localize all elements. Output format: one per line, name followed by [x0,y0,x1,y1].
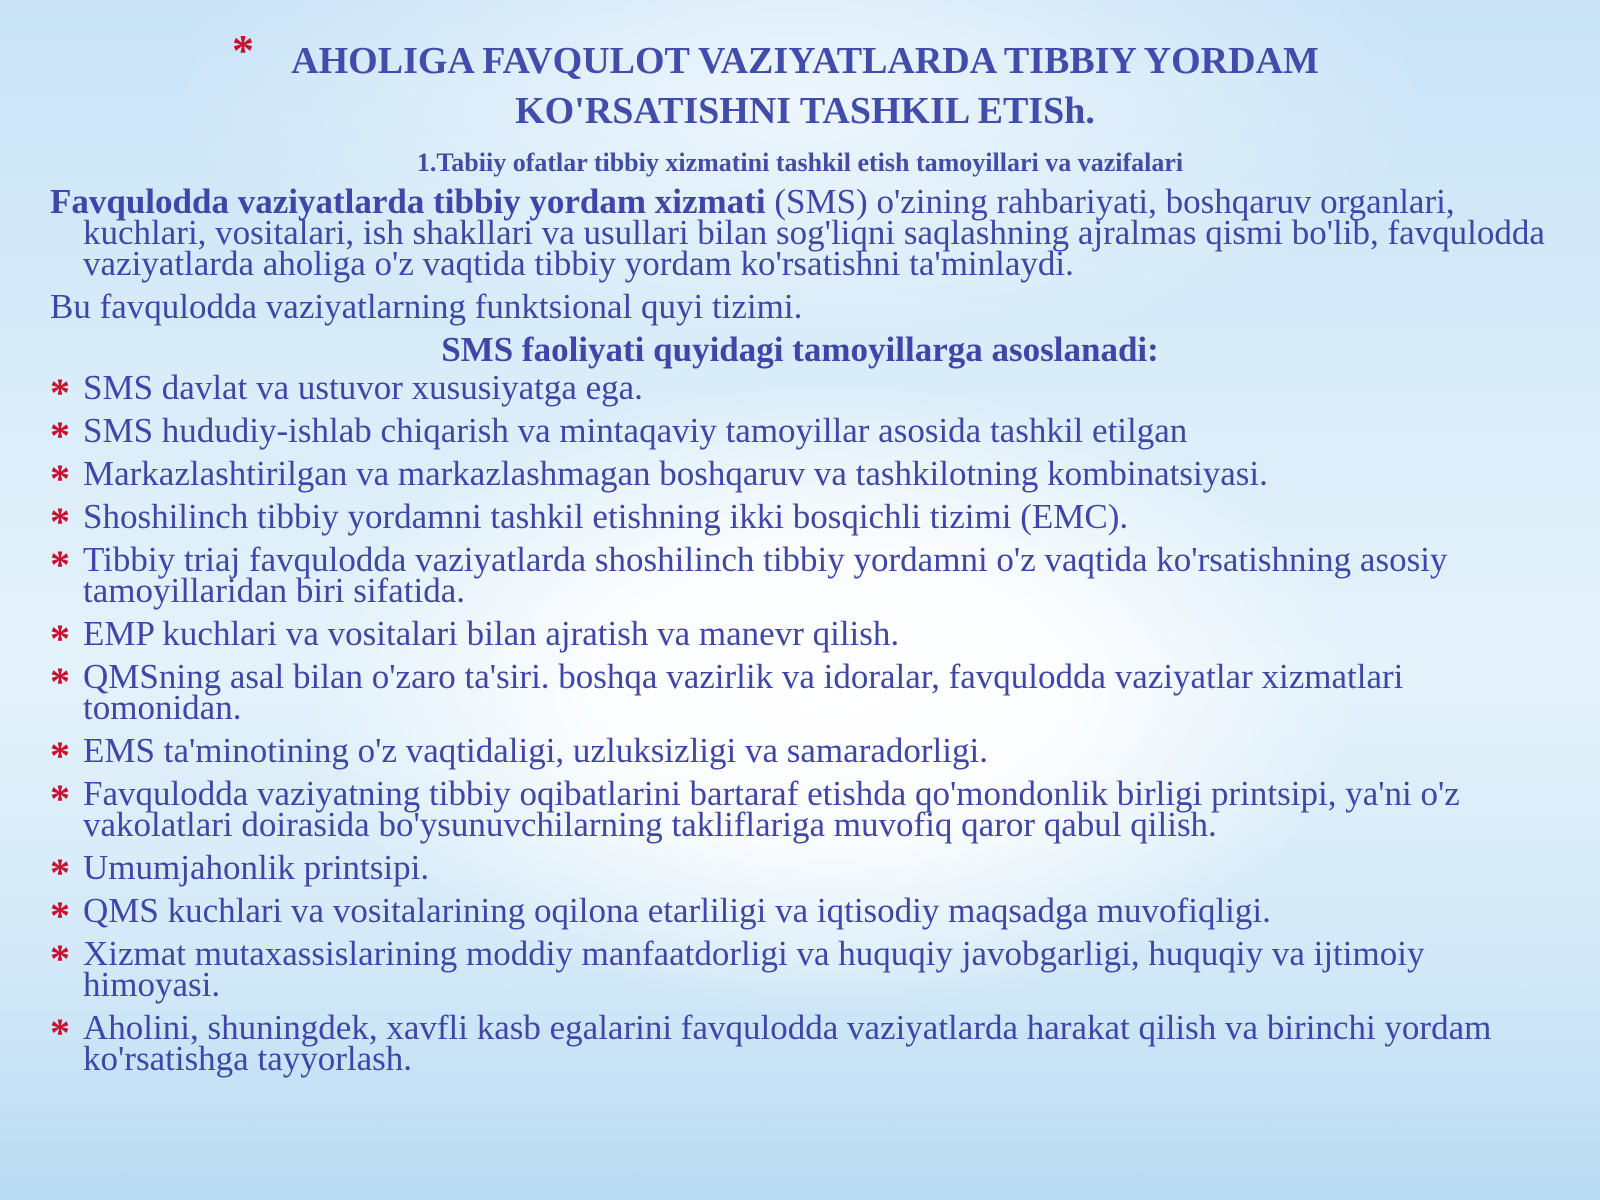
intro-paragraph [50,182,1550,283]
list-item [50,540,1550,610]
star-bullet-icon: * [50,499,70,544]
list-item [50,368,1550,415]
list-item [50,1008,1550,1078]
list-item [50,731,1550,778]
star-bullet-icon: * [50,370,70,415]
list-item [50,614,1550,661]
list-item-text: Aholini, shuningdek, xavfli kasb egalarini favqulodda vaziyatlarda harakat qilish va birinchi yordam ko'rsatishga tayyorlash. [83,1008,1492,1078]
list-item-text: QMSning asal bilan o'zaro ta'siri. boshqa vazirlik va idoralar, favqulodda vaziyatlar xizmatlari tomonidan. [83,657,1404,727]
title-bullet-star: * [232,26,254,75]
star-bullet-icon: * [50,776,70,821]
list-item-text: Shoshilinch tibbiy yordamni tashkil etishning ikki bosqichli tizimi (EMC). [83,497,1129,536]
star-bullet-icon: * [50,733,70,778]
star-bullet-icon: * [50,542,70,587]
list-item [50,848,1550,895]
list-item [50,657,1550,727]
list-item-text: Tibbiy triaj favqulodda vaziyatlarda shoshilinch tibbiy yordamni o'z vaqtida ko'rsatishning asosiy tamoyillaridan biri sifatida. [83,540,1448,610]
list-item-text: Umumjahonlik printsipi. [83,848,430,887]
list-item-text: SMS hududiy-ishlab chiqarish va mintaqaviy tamoyillar asosida tashkil etilgan [83,411,1188,450]
list-item [50,411,1550,458]
star-bullet-icon: * [50,616,70,661]
principles-list [50,368,1550,1078]
star-bullet-icon: * [50,893,70,938]
star-bullet-icon: * [50,456,70,501]
intro-bold-text: Favqulodda vaziyatlarda tibbiy yordam xizmati [50,182,766,221]
list-item [50,497,1550,544]
intro-text: (SMS) o'zining rahbariyati, boshqaruv organlari, kuchlari, vositalari, ish shakllari va usullari bilan sog'liqni saqlashning ajralmas qismi bo'lib, favqulodda vaziyatlarda aholiga o'z vaqtida tibbiy yordam ko'rsatishni ta'minlaydi. [83,182,1545,283]
star-bullet-icon: * [50,850,70,895]
list-item-text: EMS ta'minotining o'z vaqtidaligi, uzluksizligi va samaradorligi. [83,731,988,770]
slide-subtitle: 1.Tabiiy ofatlar tibbiy xizmatini tashkil etish tamoyillari va vazifalari [416,148,1184,177]
star-bullet-icon: * [50,1010,70,1055]
list-item [50,774,1550,844]
list-item-text: QMS kuchlari va vositalarining oqilona etarliligi va iqtisodiy maqsadga muvofiqligi. [83,891,1271,930]
list-item [50,934,1550,1004]
second-paragraph: Bu favqulodda vaziyatlarning funktsional quyi tizimi. [50,287,803,326]
star-bullet-icon: * [50,413,70,458]
list-item-text: EMP kuchlari va vositalari bilan ajratish va manevr qilish. [83,614,900,653]
list-item [50,891,1550,938]
star-bullet-icon: * [50,936,70,981]
list-item [50,454,1550,501]
star-bullet-icon: * [50,659,70,704]
list-item-text: Xizmat mutaxassislarining moddiy manfaatdorligi va huquqiy javobgarligi, huquqiy va ijtimoiy himoyasi. [83,934,1425,1004]
slide-title: AHOLIGA FAVQULOT VAZIYATLARDA TIBBIY YORDAM KO'RSATISHNI TASHKIL ETISh. [291,40,1319,132]
principles-heading: SMS faoliyati quyidagi tamoyillarga asoslanadi: [441,330,1159,369]
list-item-text: Markazlashtirilgan va markazlashmagan boshqaruv va tashkilotning kombinatsiyasi. [83,454,1268,493]
list-item-text: SMS davlat va ustuvor xususiyatga ega. [83,368,643,407]
slide-body [50,182,1550,1086]
list-item-text: Favqulodda vaziyatning tibbiy oqibatlarini bartaraf etishda qo'mondonlik birligi printsipi, ya'ni o'z vakolatlari doirasida bo'ysunuvchilarning takliflariga muvofiq qaror qabul qilish. [83,774,1460,844]
